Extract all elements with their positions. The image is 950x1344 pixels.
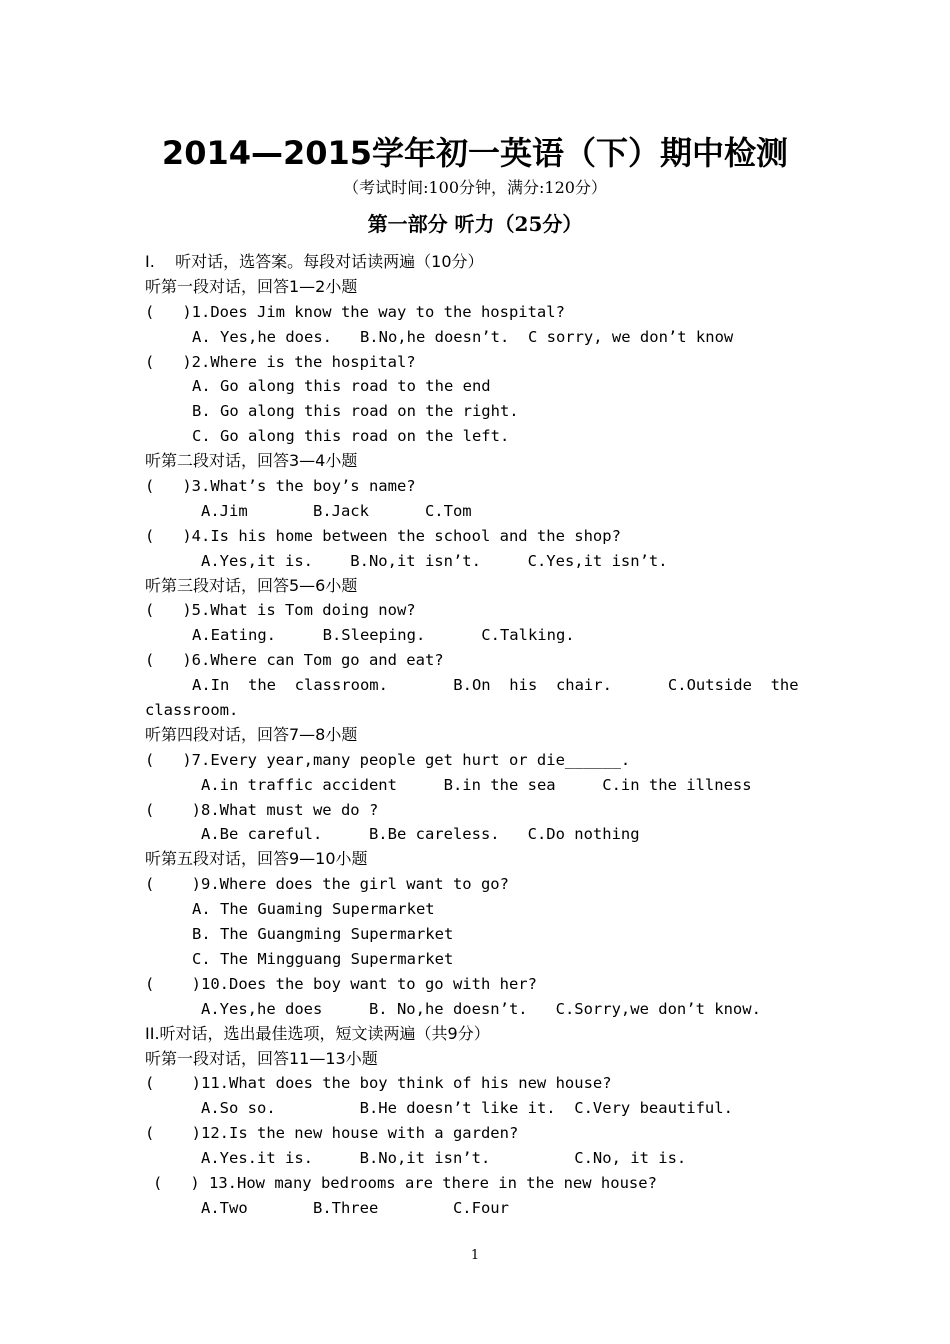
answer-options: A.Yes,it is. B.No,it isn’t. C.Yes,it isn’t. [201,551,668,570]
answer-options: C. The Mingguang Supermarket [192,949,454,968]
answer-options: A. Yes,he does. B.No,he doesn’t. C sorry, we don’t know [192,327,734,346]
section-heading: 听第三段对话，回答5—6小题 [145,575,358,595]
answer-options: A.Two B.Three C.Four [201,1198,509,1217]
answer-options: A.Be careful. B.Be careless. C.Do nothing [201,825,640,844]
question-line: ( )4.Is his home between the school and the shop? [145,526,621,545]
question-line: ( )1.Does Jim know the way to the hospital? [145,302,565,321]
exam-title: 2014—2015学年初一英语（下）期中检测 [161,134,789,172]
answer-options: A.in traffic accident B.in the sea C.in the illness [201,775,752,794]
answer-options: A.Jim B.Jack C.Tom [201,501,472,520]
section-heading: I. 听对话，选答案。每段对话读两遍（10分） [145,252,484,271]
section-heading: 听第二段对话，回答3—4小题 [145,451,358,471]
answer-options: A.Yes.it is. B.No,it isn’t. C.No, it is. [201,1149,687,1168]
question-line: ( )9.Where does the girl want to go? [145,875,509,894]
answer-options: B. Go along this road on the right. [192,402,519,421]
question-list [145,250,815,1221]
question-line: ( )6.Where can Tom go and eat? [145,651,444,670]
answer-options: A. The Guaming Supermarket [192,900,435,919]
question-line: ( )12.Is the new house with a garden? [145,1124,519,1143]
question-line: ( )10.Does the boy want to go with her? [145,974,537,993]
question-line: ( )8.What must we do ? [145,800,379,819]
answer-options: A. Go along this road to the end [192,377,491,396]
question-line: ( )2.Where is the hospital? [145,352,416,371]
answer-options: A.Eating. B.Sleeping. C.Talking. [192,626,575,645]
exam-subtitle: （考试时间:100分钟，满分:120分） [343,178,607,197]
answer-options: A.So so. B.He doesn’t like it. C.Very beautiful. [201,1099,733,1118]
section-heading: 听第四段对话，回答7—8小题 [145,724,358,744]
answer-options: A.Yes,he does B. No,he doesn’t. C.Sorry,we don’t know. [201,999,761,1018]
question-line: ( ) 13.How many bedrooms are there in the new house? [153,1173,657,1192]
question-line: ( )11.What does the boy think of his new house? [145,1074,612,1093]
question-line: ( )3.What’s the boy’s name? [145,477,416,496]
answer-options-continued: classroom. [145,701,239,720]
part-heading: 第一部分 听力（25分） [367,212,583,236]
section-heading: 听第一段对话，回答1—2小题 [145,276,358,296]
question-line: ( )7.Every year,many people get hurt or die______. [145,750,631,769]
answer-options: B. The Guangming Supermarket [192,925,454,944]
answer-options: C. Go along this road on the left. [192,427,510,446]
answer-options: A.In the classroom. B.On his chair. C.Outside the [192,676,799,695]
section-heading: 听第一段对话，回答11—13小题 [145,1048,378,1068]
section-heading: II.听对话，选出最佳选项，短文读两遍（共9分） [145,1023,490,1043]
question-line: ( )5.What is Tom doing now? [145,601,416,620]
page-number: 1 [470,1248,480,1263]
section-heading: 听第五段对话，回答9—10小题 [145,849,368,869]
